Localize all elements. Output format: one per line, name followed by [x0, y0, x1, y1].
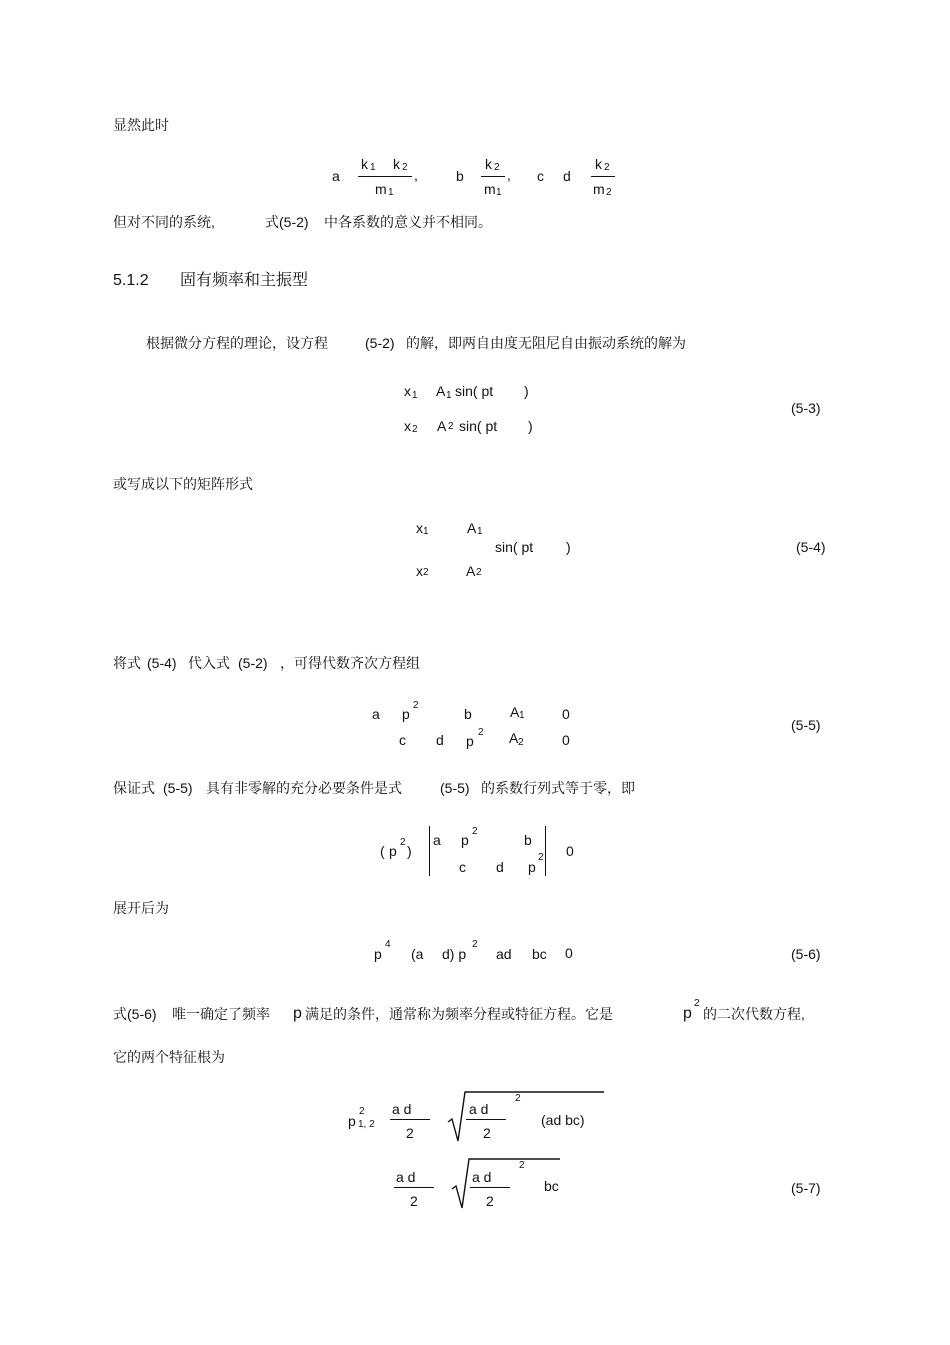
equation-label: (5-4): [796, 539, 826, 555]
symbol-x: x: [404, 418, 411, 434]
term-bc: bc: [544, 1178, 559, 1194]
symbol-x: x: [416, 520, 423, 536]
subscript: 1: [423, 526, 429, 537]
symbol-b: b: [524, 832, 532, 848]
symbol-x: x: [416, 563, 423, 579]
fraction-bar: [358, 176, 412, 177]
paren-open: (: [380, 843, 385, 859]
superscript: 2: [400, 837, 406, 848]
subscript: 2: [402, 162, 408, 173]
symbol-A: A: [510, 704, 520, 720]
superscript: 2: [478, 727, 484, 738]
paren-close: ): [528, 418, 533, 434]
symbol-c: c: [399, 732, 406, 748]
subscript: 2: [448, 421, 454, 432]
paragraph-1: 显然此时: [113, 117, 169, 133]
sine-term: sin( pt: [459, 418, 498, 434]
fraction-denominator: 2: [406, 1125, 414, 1141]
subscript: 1: [496, 187, 502, 198]
sine-term: sin( pt: [455, 383, 494, 399]
symbol-c: c: [537, 168, 544, 184]
paragraph-7: 展开后为: [113, 900, 169, 916]
superscript: 2: [472, 939, 478, 950]
subscript: 1: [477, 526, 483, 537]
fraction-bar: [466, 1119, 506, 1120]
superscript: 2: [538, 852, 544, 863]
fraction-denominator: 2: [483, 1125, 491, 1141]
symbol-m1: m: [484, 181, 496, 197]
section-number: 5.1.2: [113, 272, 149, 289]
symbol-x: x: [404, 383, 411, 399]
term-d-p: d) p: [442, 946, 467, 962]
paragraph-9: 它的两个特征根为: [113, 1049, 225, 1065]
fraction-bar: [481, 176, 505, 177]
paren-close: ): [566, 539, 571, 555]
fraction-bar: [390, 1119, 430, 1120]
symbol-b: b: [464, 706, 472, 722]
subscript: 1: [446, 390, 452, 401]
superscript: 2: [519, 1160, 525, 1171]
symbol-p: p: [348, 1113, 356, 1129]
symbol-A: A: [509, 730, 519, 746]
sine-term: sin( pt: [495, 539, 534, 555]
symbol-b: b: [456, 168, 464, 184]
superscript: 2: [694, 998, 700, 1009]
symbol-d: d: [436, 732, 444, 748]
zero: 0: [562, 732, 570, 748]
fraction-numerator: a d: [396, 1169, 416, 1185]
symbol-m2: m: [593, 181, 605, 197]
symbol-A: A: [436, 383, 446, 399]
equation-label: (5-6): [791, 946, 821, 962]
zero: 0: [566, 843, 574, 859]
fraction-numerator: a d: [472, 1169, 492, 1185]
symbol-p: p: [461, 832, 469, 848]
paren-close: ): [407, 843, 412, 859]
fraction-denominator: 2: [486, 1193, 494, 1209]
determinant-bar-left: [429, 826, 430, 876]
symbol-d: d: [563, 168, 571, 184]
symbol-k1: k: [361, 156, 368, 172]
subscript: 2: [494, 162, 500, 173]
term-bc: bc: [532, 946, 547, 962]
fraction-bar: [394, 1187, 434, 1188]
subscript: 2: [606, 187, 612, 198]
subscript: 1: [388, 187, 394, 198]
zero: 0: [565, 945, 573, 961]
equation-label: (5-5): [791, 717, 821, 733]
zero: 0: [562, 706, 570, 722]
symbol-p: p: [374, 946, 382, 962]
symbol-p: p: [466, 733, 474, 749]
symbol-k2: k: [393, 156, 400, 172]
superscript: 2: [359, 1106, 365, 1117]
superscript: 2: [413, 700, 419, 711]
subscript: 2: [476, 567, 482, 578]
superscript: 4: [385, 939, 391, 950]
symbol-p: p: [389, 843, 397, 859]
term-a: (a: [411, 946, 424, 962]
symbol-p: p: [528, 859, 536, 875]
symbol-a: a: [372, 706, 380, 722]
subscript: 2: [412, 424, 418, 435]
subscript: 1: [412, 390, 418, 401]
subscript: 2: [518, 737, 524, 748]
symbol-k2: k: [485, 156, 492, 172]
subscript: 1, 2: [358, 1119, 375, 1130]
superscript: 2: [515, 1093, 521, 1104]
section-title: 固有频率和主振型: [180, 272, 309, 289]
symbol-a: a: [332, 168, 340, 184]
determinant-bar-right: [545, 826, 546, 876]
term-ad: ad: [496, 946, 512, 962]
fraction-numerator: a d: [469, 1101, 489, 1117]
symbol-A: A: [466, 563, 476, 579]
symbol-c: c: [459, 859, 466, 875]
symbol-p: p: [402, 706, 410, 722]
paragraph-4: 或写成以下的矩阵形式: [113, 476, 253, 492]
symbol-A: A: [467, 520, 477, 536]
subscript: 1: [519, 710, 525, 721]
symbol-m1: m: [375, 181, 387, 197]
fraction-denominator: 2: [410, 1193, 418, 1209]
fraction-numerator: a d: [392, 1101, 412, 1117]
equation-label: (5-3): [791, 400, 821, 416]
comma: ,: [414, 167, 418, 183]
symbol-d: d: [496, 859, 504, 875]
symbol-A: A: [437, 418, 447, 434]
subscript: 2: [604, 162, 610, 173]
fraction-bar: [591, 176, 615, 177]
paren-close: ): [524, 383, 529, 399]
comma: ,: [507, 167, 511, 183]
term-ad-bc: (ad bc): [541, 1112, 585, 1128]
symbol-k2: k: [595, 156, 602, 172]
subscript: 1: [370, 162, 376, 173]
superscript: 2: [472, 826, 478, 837]
equation-label: (5-7): [791, 1180, 821, 1196]
symbol-a: a: [433, 832, 441, 848]
subscript: 2: [423, 567, 429, 578]
fraction-bar: [470, 1187, 510, 1188]
